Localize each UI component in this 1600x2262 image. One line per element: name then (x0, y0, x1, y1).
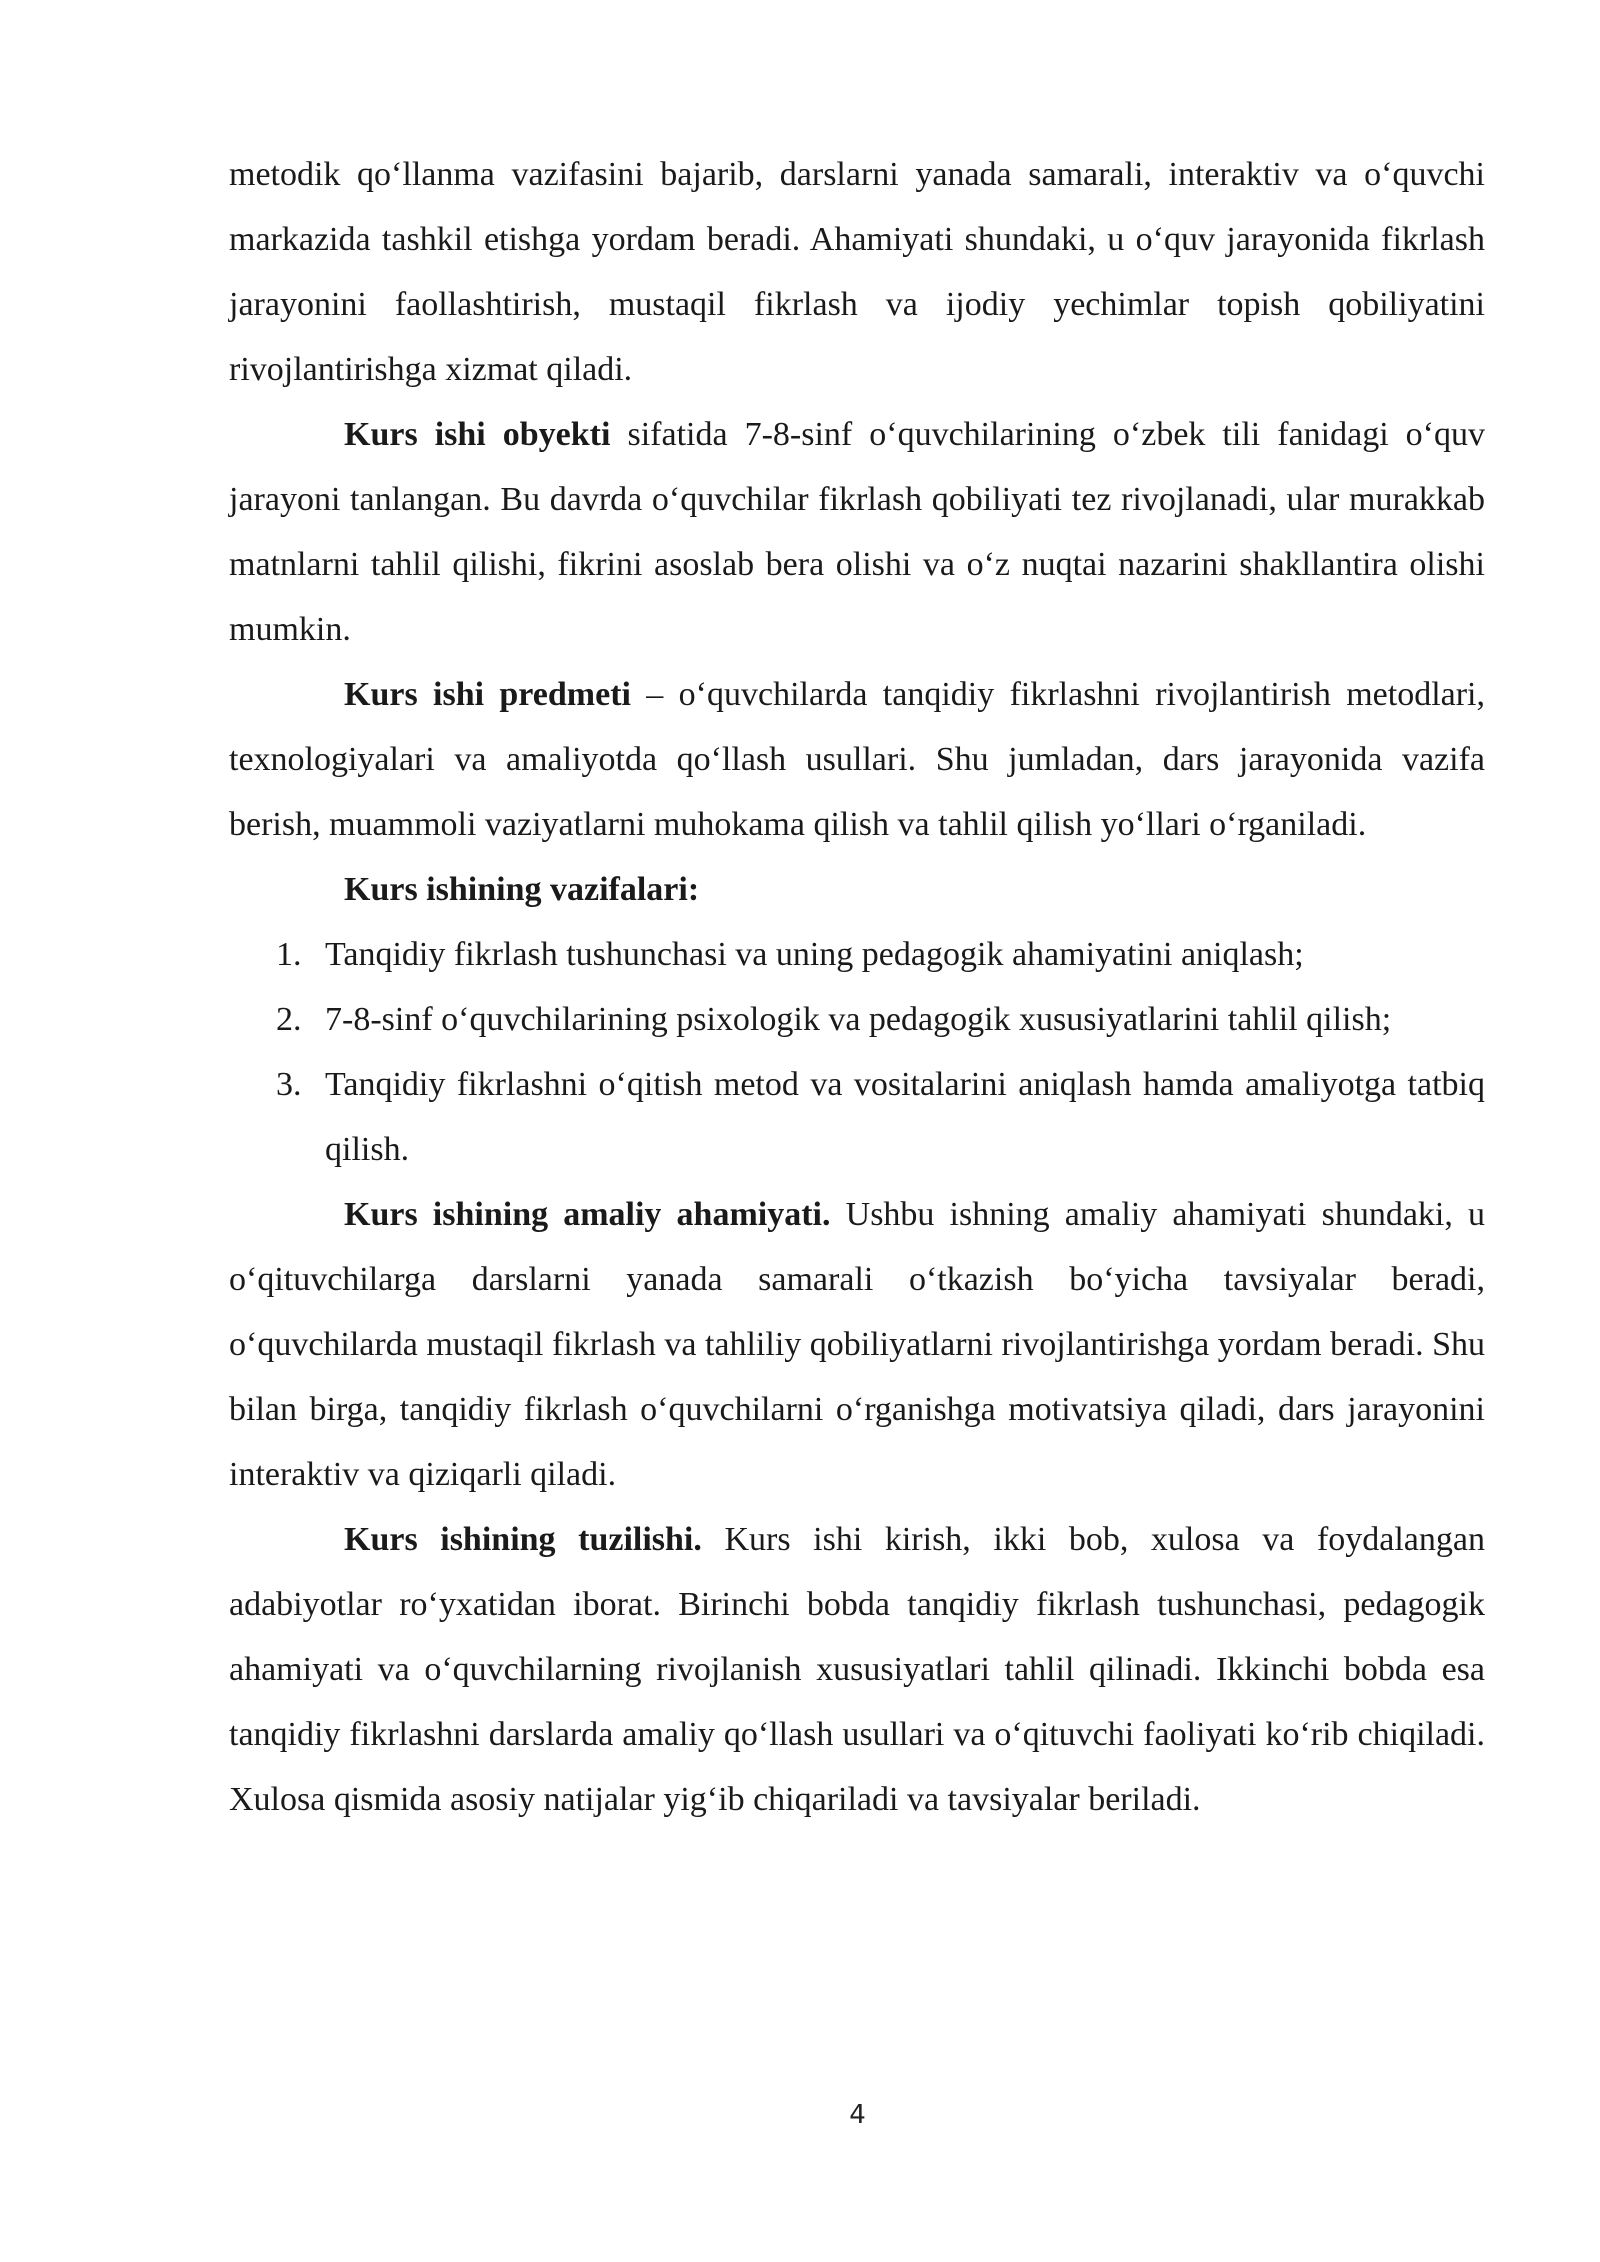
list-item-text: 7-8-sinf o‘quvchilarining psixologik va pedagogik xususiyatlarini tahlil qilish; (325, 1001, 1392, 1038)
list-item-text: Tanqidiy fikrlashni o‘qitish metod va vositalarini aniqlash hamda amaliyotga tatbiq qilish. (325, 1066, 1485, 1168)
subject-label: Kurs ishi predmeti (344, 676, 631, 713)
structure-text: Kurs ishi kirish, ikki bob, xulosa va foydalangan adabiyotlar ro‘yxatidan iborat. Birinchi bobda tanqidiy fikrlash tushunchasi, pedagogik ahamiyati va o‘quvchilarning rivojlanish xususiyatlari tahlil qilinadi. Ikkinchi bobda esa tanqidiy fikrlashni darslarda amaliy qo‘llash usullari va o‘qituvchi faoliyati ko‘rib chiqiladi. Xulosa qismida asosiy natijalar yig‘ib chiqariladi va tavsiyalar beriladi. (229, 1521, 1485, 1818)
practical-significance-label: Kurs ishining amaliy ahamiyati. (344, 1196, 831, 1233)
document-page (229, 142, 1485, 1832)
object-label: Kurs ishi obyekti (344, 416, 611, 453)
object-text: sifatida 7-8-sinf o‘quvchilarining o‘zbek tili fanidagi o‘quv jarayoni tanlangan. Bu davrda o‘quvchilar fikrlash qobiliyati tez rivojlanadi, ular murakkab matnlarni tahlil qilishi, fikrini asoslab bera olishi va o‘z nuqtai nazarini shakllantira olishi mumkin. (229, 416, 1485, 648)
subject-text: – o‘quvchilarda tanqidiy fikrlashni rivojlantirish metodlari, texnologiyalari va amaliyotda qo‘llash usullari. Shu jumladan, dars jarayonida vazifa berish, muammoli vaziyatlarni muhokama qilish va tahlil qilish yo‘llari o‘rganiladi. (229, 676, 1485, 843)
practical-significance-paragraph (229, 1182, 1485, 1507)
object-paragraph (229, 402, 1485, 662)
structure-paragraph (229, 1507, 1485, 1832)
list-item (229, 922, 1485, 987)
list-item-number: 2. (276, 1001, 302, 1038)
practical-significance-text: Ushbu ishning amaliy ahamiyati shundaki, u o‘qituvchilarga darslarni yanada samarali o‘tkazish bo‘yicha tavsiyalar beradi, o‘quvchilarda mustaqil fikrlash va tahliliy qobiliyatlarni rivojlantirishga yordam beradi. Shu bilan birga, tanqidiy fikrlash o‘quvchilarni o‘rganishga motivatsiya qiladi, dars jarayonini interaktiv va qiziqarli qiladi. (229, 1196, 1486, 1493)
tasks-list (229, 922, 1485, 1182)
list-item-number: 1. (276, 936, 302, 973)
structure-label: Kurs ishining tuzilishi. (344, 1521, 702, 1558)
subject-paragraph (229, 662, 1485, 857)
intro-paragraph: metodik qo‘llanma vazifasini bajarib, darslarni yanada samarali, interaktiv va o‘quvchi markazida tashkil etishga yordam beradi. Ahamiyati shundaki, u o‘quv jarayonida fikrlash jarayonini faollashtirish, mustaqil fikrlash va ijodiy yechimlar topish qobiliyatini rivojlantirishga xizmat qiladi. (229, 156, 1485, 388)
tasks-heading: Kurs ishining vazifalari: (344, 871, 700, 908)
list-item-text: Tanqidiy fikrlash tushunchasi va uning pedagogik ahamiyatini aniqlash; (325, 936, 1304, 973)
list-item-number: 3. (276, 1066, 302, 1103)
list-item (229, 1052, 1485, 1182)
page-number: 4 (849, 2100, 866, 2130)
list-item (229, 987, 1485, 1052)
